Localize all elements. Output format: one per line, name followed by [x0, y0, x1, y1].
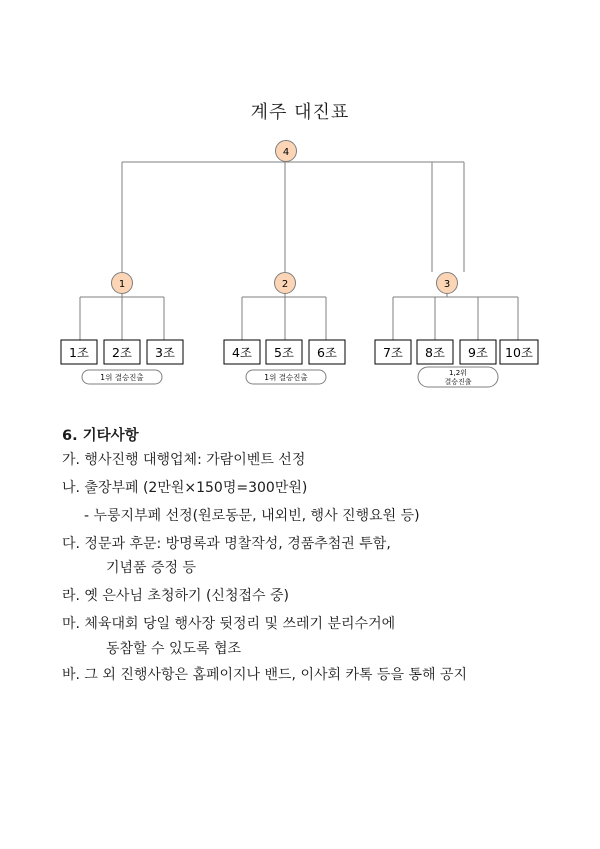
team-label: 2조: [111, 345, 133, 360]
team-box-3: [147, 340, 183, 364]
group-note-text: 1위 결승진출: [264, 373, 308, 382]
team-box-6: [309, 340, 345, 364]
team-box-1: [61, 340, 97, 364]
team-label: 1조: [68, 345, 90, 360]
tournament-bracket: [0, 0, 600, 400]
node-label: 1: [118, 279, 126, 290]
item-continuation: 기념품 증정 등: [106, 560, 197, 576]
team-box-4: [224, 340, 260, 364]
item-line: 라. 옛 은사님 초청하기 (신청접수 중): [62, 588, 289, 604]
item-line: 다. 정문과 후문: 방명록과 명찰작성, 경품추첨권 투함,: [62, 536, 391, 552]
item-continuation: 동참할 수 있도록 협조: [106, 641, 242, 657]
bracket-node-semi-3: [437, 273, 458, 294]
item-line: 바. 그 외 진행사항은 홈페이지나 밴드, 이사회 카톡 등을 통해 공지: [62, 667, 468, 683]
team-box-9: [460, 340, 496, 364]
team-label: 3조: [154, 345, 176, 360]
group-note-2: [246, 370, 326, 384]
team-box-2: [104, 340, 140, 364]
bracket-node-semi-2: [275, 273, 296, 294]
team-label: 9조: [467, 345, 489, 360]
node-label: 4: [282, 147, 290, 158]
page-title: 계주 대진표: [250, 102, 350, 123]
team-label: 10조: [505, 345, 533, 360]
team-box-10: [500, 340, 538, 364]
team-box-5: [266, 340, 302, 364]
bracket-node-semi-1: [112, 273, 133, 294]
group-note-text: 1위 결승진출: [100, 373, 144, 382]
team-label: 7조: [382, 345, 404, 360]
team-label: 4조: [231, 345, 253, 360]
team-label: 5조: [273, 345, 295, 360]
bracket-lines: [80, 162, 518, 340]
team-box-8: [417, 340, 453, 364]
node-label: 3: [443, 279, 451, 290]
team-box-7: [375, 340, 411, 364]
team-label: 6조: [316, 345, 338, 360]
item-line: 나. 출장부페 (2만원×150명=300만원): [62, 480, 308, 496]
group-note-3: [418, 367, 498, 387]
group-note-text: 1,2위: [449, 369, 467, 377]
item-subline: - 누룽지부페 선정(원로동문, 내외빈, 행사 진행요원 등): [84, 508, 420, 524]
bracket-node-final: [276, 141, 297, 162]
group-note-text: 결승진출: [444, 378, 472, 386]
group-note-1: [82, 370, 162, 384]
item-line: 마. 체육대회 당일 행사장 뒷정리 및 쓰레기 분리수거에: [62, 616, 396, 632]
item-line: 가. 행사진행 대행업체: 가람이벤트 선정: [62, 452, 306, 468]
team-label: 8조: [424, 345, 446, 360]
section-heading: 6. 기타사항: [62, 428, 139, 444]
node-label: 2: [281, 279, 289, 290]
